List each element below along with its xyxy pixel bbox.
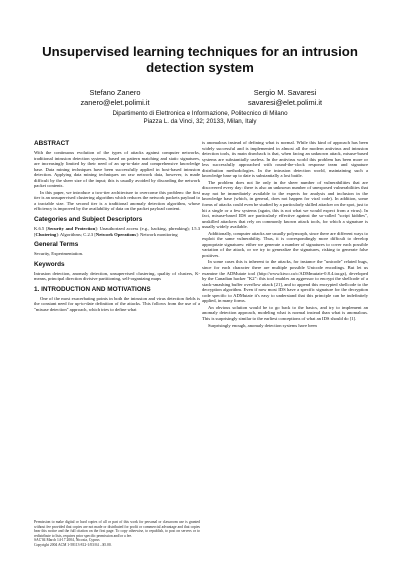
- abstract-heading: ABSTRACT: [34, 140, 70, 147]
- abstract-paragraph-1: With the continuous evolution of the types of attacks against computer networks, traditional intrusion detection systems, based on pattern matching and static signatures, are increasingly limited by their need of an up-to-date and comprehensive knowledge base. Data mining techniques have been successfully applied in host-based intrusion detection. Applying data mining techniques on raw network data, however, is made difficult by the sheer size of the input; this is usually avoided by discarding the network packet contents.: [34, 150, 200, 189]
- footnote-permission: Permission to make digital or hard copies of all or part of this work for personal or classroom use is granted without fee provided that copies are not made or distributed for profit or commercial advantage and that copies bear this notice and the full citation on the first page. To copy otherwise, to republish, to post on servers or to redistribute to lists, requires prior specific permission and/or a fee.: [34, 520, 200, 538]
- affiliation: [0, 110, 400, 126]
- right-column: [202, 140, 368, 329]
- keywords-text: Intrusion detection, anomaly detection, unsupervised clustering, quality of clusters, K-means, principal direction divisive partitioning, self-organizing maps: [34, 270, 200, 282]
- general-terms-text: Security, Experimentation.: [34, 251, 84, 257]
- copyright-footnote: [34, 520, 200, 547]
- categories-term-a: Security and Protection: [47, 226, 96, 232]
- author-1: [30, 88, 200, 107]
- abstract-paragraph-2: In this paper, we introduce a two-tier architecture to overcome this problem: the first tier is an unsupervised clustering algorithm which reduces the network packets payload to a tractable size. The second tier is a traditional anomaly detection algorithm, whose efficiency is improved by the availability of data on the packet payload content.: [34, 189, 200, 212]
- right-paragraph-1: is anomalous instead of defining what is normal. While this kind of approach has been widely successful and is implemented in almost all the modern antivirus and intrusion detection tools, its main drawback is that, when facing an unknown attack, misuse-based systems are substantially useless. In the antivirus world this problem has been more or less successfully approached with round-the-clock response team and signature distribution methodologies. In the intrusion detection world, maintaining such a knowledge base up to date is substantially a lost battle.: [202, 140, 368, 179]
- author-2-name: Sergio M. Savaresi: [253, 88, 317, 97]
- footnote-copyright: Copyright 2004 ACM 1-58113-812-1/03/04 ...$5.00.: [34, 542, 112, 547]
- right-paragraph-3: Additionally, computer attacks are usually polymorph, since there are different ways to exploit the same vulnerability. Thus, it is correspondingly more difficult to develop appropriate signatures: either we generate a number of signatures to cover each possible variation of the attack, or we try to generalize the signatures, risking to generate false positives.: [202, 230, 368, 258]
- categories-term-b: Clustering: [35, 231, 57, 237]
- right-paragraph-5: An obvious solution would be to go back to the basics, and try to implement an anomaly detection approach, modeling what is normal instead than what is anomalous. This is surprisingly similar to the earliest conceptions of what an IDS should do [1].: [202, 304, 368, 321]
- author-1-name: Stefano Zanero: [89, 88, 141, 97]
- categories-text-a: K.6.5 [: [34, 226, 48, 232]
- right-paragraph-6: Surprisingly enough, anomaly detection systems have been: [208, 322, 317, 328]
- paper-title: [0, 44, 400, 76]
- introduction-heading: 1. INTRODUCTION AND MOTIVATIONS: [34, 285, 151, 293]
- paper-title-line-2: detection system: [146, 60, 254, 75]
- right-paragraph-4: In some cases this is inherent to the attacks, for instance the "unicode" related bugs, since for each character there are multiple possible Unicode encodings. But let us examine the ADMutate tool (http://www.ktwo.ca/c/ADMmutate-0.8.4.tar.gz), developed by the Canadian hacker "K2": this tool enables an aggressor to encrypt the shellcode of a stack-smashing buffer overflow attack [21], and to append this encrypted shellcode to the decryption algorithm. Even if now most IDS have a specific signature for the decryption code specific to ADMutate it's easy to understand that this principle can be indefinitely applied, in many forms.: [202, 259, 368, 304]
- keywords-heading: Keywords: [34, 260, 65, 268]
- categories-text-b: ]: Unauthorized access (e.g., hacking, phreaking); I.5.3 [: [34, 226, 201, 237]
- affiliation-line-2: Piazza L. da Vinci, 32; 20133, Milan, Italy: [143, 118, 257, 125]
- left-column: [34, 140, 200, 313]
- general-terms-heading: General Terms: [34, 241, 79, 249]
- affiliation-line-1: Dipartimento di Elettronica e Informazione, Politecnico di Milano: [112, 110, 288, 117]
- author-1-email: zanero@elet.polimi.it: [80, 97, 150, 107]
- categories-heading: Categories and Subject Descriptors: [34, 216, 143, 224]
- author-2: [200, 88, 370, 107]
- introduction-paragraph-1: One of the most exacerbating points in both the intrusion and virus detection fields is the constant need for up-to-date definition of the attacks. This follows from the use of a "misuse detection" approach, which tries to define what: [34, 295, 200, 312]
- right-paragraph-2: The problem does not lie only in the sheer number of vulnerabilities that are discovered every day: there is also an unknown number of unexposed vulnerabilities that may not be immediately available to the experts for analysis and inclusion in the knowledge base (which, in general, does not happen for viral code). In addition, some forms of attacks could even be studied by a particularly skilled attacker on the spot, just to hit a single or a few systems (again, this is not what we would expect from a virus). In fact, misuse-based IDS are particularly effective against the so-called "script kiddies", unskilled attackers that rely on commonly known attack tools, for which a signature is usually widely available.: [202, 179, 368, 230]
- categories-text-d: ]: Network monitoring: [136, 231, 178, 237]
- paper-title-line-1: Unsupervised learning techniques for an intrusion: [42, 44, 358, 59]
- footnote-conference: SAC'04 March 14-17 2004, Nicosia, Cyprus: [34, 538, 100, 542]
- categories-text: [34, 226, 200, 237]
- categories-term-c: Network Operations: [95, 231, 137, 237]
- categories-text-c: ]: Algorithms; C.2.3 [: [56, 231, 96, 237]
- author-2-email: savaresi@elet.polimi.it: [247, 97, 323, 107]
